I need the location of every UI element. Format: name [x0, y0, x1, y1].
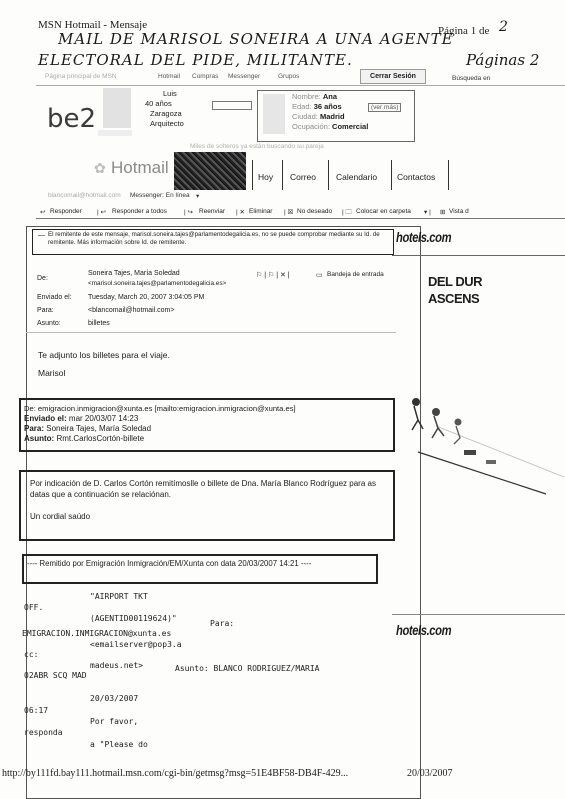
ad-headline-2: ASCENS	[428, 291, 480, 306]
profile-left-city: Zaragoza	[150, 109, 182, 118]
profile-right-age: 36 años	[313, 102, 342, 111]
delete-button[interactable]: Eliminar	[249, 208, 273, 215]
quoted-sent: mar 20/03/07 14:23	[68, 414, 139, 423]
nav-tab-contactos[interactable]: Contactos	[397, 172, 436, 182]
raw-line-1: "AIRPORT TKT	[90, 592, 148, 601]
nav-tab-calendario[interactable]: Calendario	[336, 172, 378, 182]
quoted-subject-label: Asunto:	[24, 434, 55, 443]
raw-line-9: 20/03/2007	[90, 694, 139, 703]
nav-divider	[252, 160, 253, 190]
photo-shadow	[98, 130, 132, 136]
indication-text: Por indicación de D. Carlos Cortón remitímoslle o billete de Dna. María Blanco Rodríguez para as datas que a continuación se relaciónan.	[30, 479, 376, 499]
subject-value: billetes	[88, 320, 110, 327]
from-name[interactable]: Soneira Tajes, María Soledad	[88, 270, 180, 277]
sent-value: Tuesday, March 20, 2007 3:04:05 PM	[88, 294, 205, 301]
raw-line-7: madeus.net>	[90, 661, 143, 670]
delete-icon: | ✕	[236, 209, 245, 216]
from-label: De:	[37, 275, 48, 282]
search-label: Búsqueda en	[452, 75, 491, 82]
sent-label: Enviado el:	[37, 294, 72, 301]
raw-line-11: Por favor,	[90, 717, 139, 726]
be2-logo: be2	[47, 104, 97, 134]
profile-right-city-label: Ciudad:	[292, 112, 318, 121]
hotels-ad-logo[interactable]: hotels.com	[396, 229, 452, 245]
raw-line-8: 02ABR SCQ MAD	[24, 671, 87, 680]
hotels-ad-logo-2[interactable]: hotels.com	[396, 622, 452, 638]
move-to-folder-button[interactable]: Colocar en carpeta	[356, 208, 411, 215]
raw-line-3b: Para:	[210, 619, 235, 628]
quoted-to: Soneira Tajes, María Soledad	[46, 424, 152, 433]
divider	[392, 614, 565, 615]
quoted-subject: Rmt.CarlosCortón-billete	[56, 434, 145, 443]
forward-button[interactable]: Reenviar	[199, 208, 226, 215]
divider	[392, 255, 565, 256]
raw-line-2: OFF.	[24, 603, 44, 612]
flag-icon[interactable]: ⚐ | ⚐ | ✕ |	[256, 272, 290, 279]
msn-bar-item-grupos[interactable]: Grupos	[278, 73, 300, 80]
divider	[36, 218, 565, 219]
raw-line-13: a "Please do	[90, 740, 148, 749]
handwritten-pages-note: Páginas 2	[466, 51, 540, 69]
subject-label: Asunto:	[37, 320, 61, 327]
msn-butterfly-icon: ✿	[94, 160, 106, 176]
chevron-down-icon[interactable]: ▾ |	[424, 209, 431, 216]
nav-divider	[448, 160, 449, 190]
footer-date: 20/03/2007	[407, 768, 453, 779]
sender-warning-text: El remitente de este mensaje, marisol.soneira.tajes@parlamentodegalicia.es, no se puede comprobar mediante su Id. de remitente. Más información sobre Id. de remitente.	[48, 231, 380, 246]
profile-right-more-button[interactable]: (ver más)	[368, 103, 401, 112]
folder-icon: | 🗀	[342, 209, 352, 216]
view-icon: ⊞	[440, 209, 446, 216]
redacted-block	[174, 152, 246, 190]
reply-all-icon: | ↩	[97, 209, 106, 216]
junk-button[interactable]: No deseado	[297, 208, 333, 215]
raw-line-6: cc:	[24, 650, 39, 659]
page-indicator: Página 1 de	[438, 25, 490, 37]
account-email: blancomail@hotmail.com	[48, 192, 121, 199]
raw-line-5: <emailserver@pop3.a	[90, 640, 182, 649]
inbox-icon: ▭	[316, 272, 323, 279]
ad-illustration	[396, 382, 565, 502]
msn-bar-left: Página principal de MSN	[45, 73, 117, 80]
hotmail-logo: Hotmail	[111, 158, 169, 177]
to-value[interactable]: <blancomail@hotmail.com>	[88, 307, 175, 314]
msn-bar-item-messenger[interactable]: Messenger	[228, 73, 261, 80]
from-email[interactable]: <marisol.soneira.tajes@parlamentodegalicia.es>	[88, 280, 227, 287]
body-text: Te adjunto los billetes para el viaje.	[38, 350, 170, 360]
forwarded-text: ---- Remitido por Emigración Inmigración/EM/Xunta con data 20/03/2007 14:21 ----	[27, 559, 312, 568]
nav-tab-hoy[interactable]: Hoy	[258, 172, 274, 182]
page-number-handwritten: 2	[499, 19, 508, 35]
raw-line-10: 06:17	[24, 706, 49, 715]
body-signature: Marisol	[38, 368, 66, 378]
quoted-sent-label: Enviado el:	[24, 414, 67, 423]
profile-left-more-button[interactable]	[212, 101, 252, 110]
view-button[interactable]: Vista d	[449, 208, 469, 215]
nav-divider	[391, 160, 392, 190]
divider	[26, 332, 396, 333]
profile-right-name-label: Nombre:	[292, 92, 321, 101]
footer-url: http://by111fd.bay111.hotmail.msn.com/cgi-bin/getmsg?msg=51E4BF58-DB4F-429...	[2, 768, 349, 779]
reply-button[interactable]: Responder	[50, 208, 82, 215]
profile-left-name: Luis	[163, 89, 177, 98]
raw-line-4: EMIGRACION.INMIGRACION@xunta.es	[22, 629, 172, 638]
profile-left-age: 40 años	[145, 99, 172, 108]
chevron-down-icon[interactable]: ▾	[196, 193, 200, 200]
quoted-from: De: emigracion.inmigracion@xunta.es [mailto:emigracion.inmigracion@xunta.es]	[24, 404, 296, 413]
ad-headline-1: DEL DUR	[428, 274, 483, 289]
nav-tab-correo[interactable]: Correo	[290, 172, 316, 182]
raw-line-7b: Asunto: BLANCO RODRIGUEZ/MARIA	[175, 664, 320, 673]
reply-all-button[interactable]: Responder a todos	[112, 208, 167, 215]
indication-closing: Un cordial saúdo	[30, 512, 91, 521]
profile-right-age-label: Edad:	[292, 102, 312, 111]
signout-button[interactable]: Cerrar Sesión	[360, 69, 426, 84]
inbox-folder[interactable]: Bandeja de entrada	[327, 271, 384, 278]
handwritten-note-line1: MAIL DE MARISOL SONEIRA A UNA AGENTE	[58, 30, 454, 48]
warning-icon: —	[38, 232, 45, 239]
profile-photo-left	[103, 88, 131, 128]
reply-icon: ↩	[40, 209, 46, 216]
messenger-status[interactable]: Messenger: En línea	[130, 192, 190, 199]
window-title: MSN Hotmail - Mensaje	[38, 19, 148, 31]
profile-photo-right	[263, 94, 285, 134]
quoted-to-label: Para:	[24, 424, 45, 433]
nav-divider	[328, 160, 329, 190]
dating-tagline: Miles de solteros ya están buscando su pareja	[190, 143, 324, 150]
profile-right-job-label: Ocupación:	[292, 122, 330, 131]
nav-divider	[282, 160, 283, 190]
msn-bar-item-compras[interactable]: Compras	[192, 73, 219, 80]
divider	[36, 85, 565, 86]
profile-right-city: Madrid	[319, 112, 345, 121]
profile-left-job: Arquitecto	[150, 119, 184, 128]
profile-right-name: Ana	[322, 92, 338, 101]
handwritten-note-line2: ELECTORAL DEL PIDE, MILITANTE.	[38, 51, 353, 69]
forward-icon: | ↪	[184, 209, 193, 216]
raw-line-3: (AGENTID00119624)"	[90, 614, 177, 623]
profile-right-job: Comercial	[332, 122, 369, 131]
raw-line-12: responda	[24, 728, 63, 737]
to-label: Para:	[37, 307, 54, 314]
junk-icon: | ☒	[284, 209, 294, 216]
msn-bar-item-hotmail[interactable]: Hotmail	[158, 73, 181, 80]
